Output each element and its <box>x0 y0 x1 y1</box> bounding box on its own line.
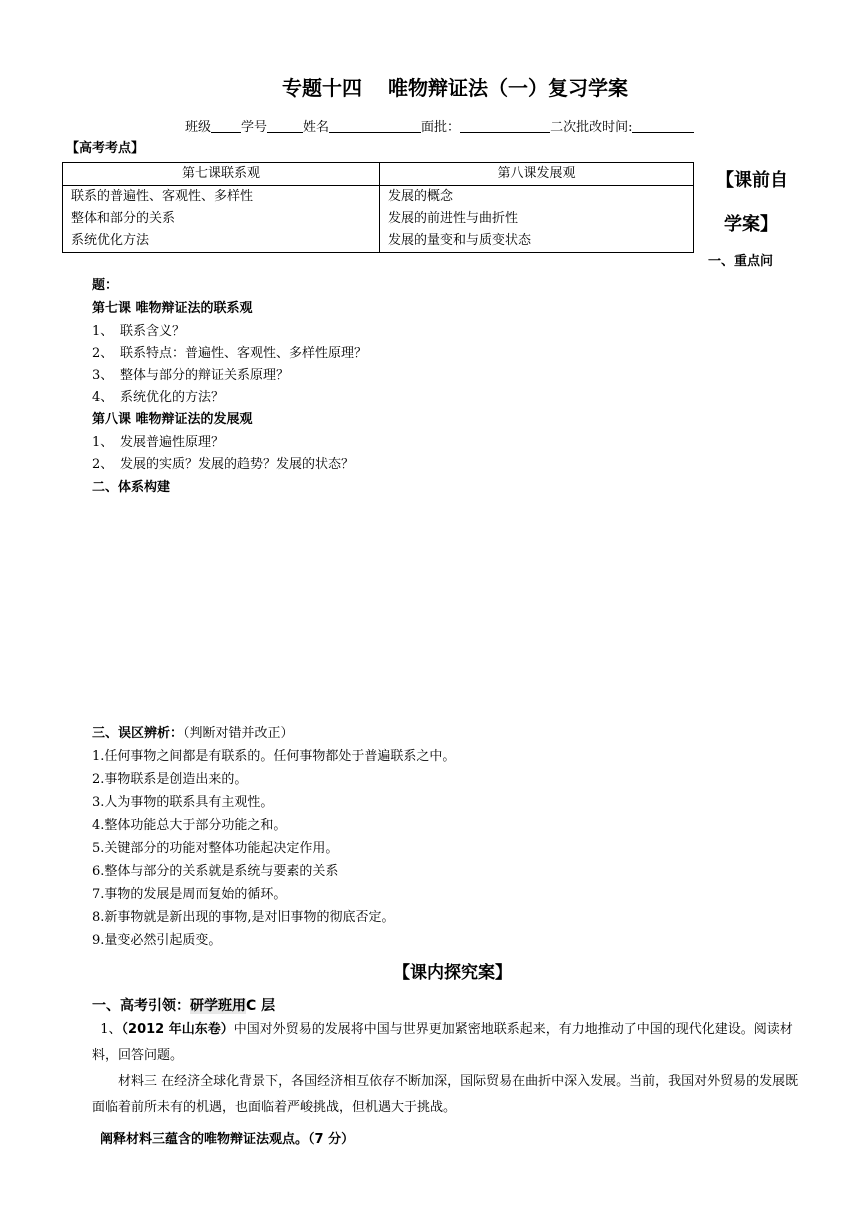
lesson7-heading: 第七课 唯物辩证法的联系观 <box>92 301 253 316</box>
material-3: 材料三 在经济全球化背景下，各国经济相互依存不断加深，国际贸易在曲折中深入发展。当前，我国对外贸易的发展既面临着前所未有的机遇，也面临着严峻挑战，但机遇大于挑战。 <box>92 1074 799 1115</box>
class-blank[interactable] <box>211 119 241 133</box>
list-item: 6.整体与部分的关系就是系统与要素的关系 <box>92 864 339 879</box>
exam-points-header: 【高考考点】 <box>66 141 145 156</box>
name-blank[interactable] <box>329 119 421 133</box>
list-item: 8.新事物就是新出现的事物,是对旧事物的彻底否定。 <box>92 910 395 925</box>
list-item: 9.量变必然引起质变。 <box>92 933 222 948</box>
key-questions-heading-cont: 题： <box>92 278 119 293</box>
gaokao-heading-line: 一、高考引领：研学班用C 层 <box>92 998 276 1014</box>
list-item: 2、 发展的实质？发展的趋势？发展的状态？ <box>92 457 355 472</box>
table-header-lesson8: 第八课发展观 <box>380 163 694 186</box>
class-label: 班级 <box>185 120 212 135</box>
second-review-blank[interactable] <box>632 119 694 133</box>
key-questions-heading: 一、重点问 <box>708 254 774 269</box>
preclass-header-line1: 【课前自 <box>716 170 788 191</box>
list-item: 1、 联系含义？ <box>92 324 186 339</box>
inclass-header: 【课内探究案】 <box>393 963 512 983</box>
exam-points-table <box>62 162 694 253</box>
table-cell-lesson8: 发展的概念 发展的前进性与曲折性 发展的量变和与质变状态 <box>380 186 694 253</box>
list-item: 3、 整体与部分的辩证关系原理？ <box>92 368 290 383</box>
list-item: 1、 发展普遍性原理？ <box>92 435 225 450</box>
table-cell-lesson7: 联系的普遍性、客观性、多样性 整体和部分的关系 系统优化方法 <box>63 186 380 253</box>
list-item: 4、 系统优化的方法？ <box>92 390 225 405</box>
highlight-label: 研学班用 <box>190 998 246 1014</box>
list-item: 2、 联系特点：普遍性、客观性、多样性原理？ <box>92 346 368 361</box>
name-label: 姓名 <box>303 120 330 135</box>
misconceptions-heading-line: 三、误区辨析：（判断对错并改正） <box>92 726 294 741</box>
lesson8-heading: 第八课 唯物辩证法的发展观 <box>92 412 253 427</box>
preclass-header-line2: 学案】 <box>724 214 778 235</box>
list-item: 1.任何事物之间都是有联系的。任何事物都处于普遍联系之中。 <box>92 749 456 764</box>
list-item: 3.人为事物的联系具有主观性。 <box>92 795 274 810</box>
second-review-label: 二次批改时间: <box>550 120 633 135</box>
number-blank[interactable] <box>267 119 303 133</box>
number-label: 学号 <box>241 120 268 135</box>
student-info-line <box>185 116 694 135</box>
system-build-heading: 二、体系构建 <box>92 480 171 495</box>
review-blank[interactable] <box>460 119 550 133</box>
list-item: 5.关键部分的功能对整体功能起决定作用。 <box>92 841 339 856</box>
question-task: 阐释材料三蕴含的唯物辩证法观点。（7 分） <box>100 1132 355 1147</box>
table-header-lesson7: 第七课联系观 <box>63 163 380 186</box>
page-title: 专题十四 唯物辩证法（一）复习学案 <box>282 76 628 100</box>
review-label: 面批： <box>421 120 461 135</box>
list-item: 2.事物联系是创造出来的。 <box>92 772 248 787</box>
list-item: 4.整体功能总大于部分功能之和。 <box>92 818 287 833</box>
question-1: 1、（2012 年山东卷）中国对外贸易的发展将中国与世界更加紧密地联系起来，有力地推动了中国的现代化建设。阅读材料，回答问题。 <box>92 1022 793 1063</box>
list-item: 7.事物的发展是周而复始的循环。 <box>92 887 287 902</box>
